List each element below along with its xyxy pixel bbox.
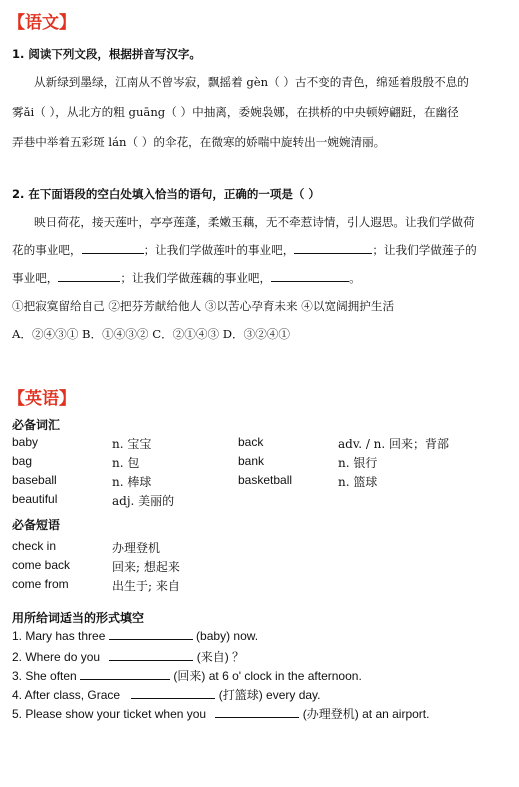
phrase-meaning: 出生于; 来自 (112, 579, 180, 593)
phrase: come back (12, 558, 71, 572)
fill-item-suffix: (来自) ？ (193, 650, 245, 664)
q1-line-2: 雾ǎi（ ），从北方的粗 guāng（ ）中抽离，委婉袅娜，在拱桥的中央顿婷翩跹，在幽径 (12, 105, 459, 119)
fill-blank-5[interactable] (215, 717, 299, 718)
q2-line-3-part-c: 。 (349, 271, 361, 285)
fill-item-prefix: 5. Please show your ticket when you (12, 707, 210, 721)
fill-blank-3[interactable] (80, 679, 170, 680)
q2-blank-1[interactable] (82, 253, 144, 254)
vocab-word: bag (12, 454, 33, 468)
english-heading: 【英语】 (8, 389, 76, 409)
q1-line-1: 从新绿到墨绿，江南从不曾岑寂，飘摇着 gèn（ ）古不变的青色，绵延着殷殷不息的 (34, 75, 469, 89)
question-1-title: 1. 阅读下列文段，根据拼音写汉字。 (12, 47, 201, 61)
fill-blank-1[interactable] (109, 639, 193, 640)
fill-item-suffix: (办理登机) at an airport. (299, 707, 430, 721)
q2-line-3-part-a: 事业吧， (12, 271, 59, 285)
vocab-meaning: adj. 美丽的 (112, 494, 175, 508)
fill-item-4 (12, 686, 321, 703)
q2-choices: A．②④③① B．①④③② C．②①④③ D．③②④① (12, 327, 290, 341)
vocab-meaning: n. 包 (112, 456, 140, 470)
fill-item-prefix: 3. She often (12, 669, 81, 683)
vocab-word: bank (238, 454, 265, 468)
fill-item-2 (12, 648, 244, 665)
fill-blank-4[interactable] (131, 698, 215, 699)
fill-item-suffix: (baby) now. (192, 629, 259, 643)
vocab-meaning: n. 银行 (338, 456, 378, 470)
vocab-meaning: n. 篮球 (338, 475, 378, 489)
q2-line-3 (12, 270, 361, 286)
fill-blank-2[interactable] (109, 660, 193, 661)
fill-item-prefix: 1. Mary has three (12, 629, 109, 643)
fill-item-5 (12, 705, 429, 722)
phrase-meaning: 回来; 想起来 (112, 560, 180, 574)
fill-item-1 (12, 629, 258, 643)
vocab-meaning: adv. / n. 回来；背部 (338, 437, 450, 451)
q2-line-2 (12, 242, 477, 258)
fill-item-suffix: (打篮球) every day. (215, 688, 321, 702)
q2-line-2-part-c: ；让我们学做莲子的 (372, 243, 477, 257)
fill-item-suffix: (回来) at 6 o' clock in the afternoon. (170, 669, 362, 683)
fill-item-prefix: 4. After class, Grace (12, 688, 124, 702)
fill-title: 用所给词适当的形式填空 (12, 611, 145, 625)
q2-blank-2[interactable] (294, 253, 372, 254)
vocab-word: basketball (238, 473, 293, 487)
chinese-heading: 【语文】 (8, 13, 76, 33)
question-2-title: 2. 在下面语段的空白处填入恰当的语句，正确的一项是（ ） (12, 187, 320, 201)
vocab-word: baby (12, 435, 39, 449)
fill-item-prefix: 2. Where do you (12, 650, 104, 664)
q2-line-3-part-b: ；让我们学做莲藕的事业吧， (120, 271, 272, 285)
vocab-word: beautiful (12, 492, 58, 506)
phrase-title: 必备短语 (12, 518, 61, 532)
phrase: come from (12, 577, 69, 591)
q2-line-1: 映日荷花，接天莲叶，亭亭莲蓬，柔嫩玉藕，无不牵惹诗情，引人遐思。让我们学做荷 (34, 215, 475, 229)
q2-blank-4[interactable] (271, 281, 349, 282)
q2-line-2-part-b: ；让我们学做莲叶的事业吧， (143, 243, 295, 257)
q1-line-3: 弄巷中举着五彩斑 lán（ ）的伞花，在微寒的娇喘中旋转出一婉婉清丽。 (12, 135, 386, 149)
q2-blank-3[interactable] (58, 281, 120, 282)
vocab-meaning: n. 棒球 (112, 475, 152, 489)
q2-line-2-part-a: 花的事业吧， (12, 243, 82, 257)
phrase: check in (12, 539, 57, 553)
q2-options: ①把寂寞留给自己 ②把芬芳献给他人 ③以苦心孕育未来 ④以宽阔拥护生活 (12, 299, 395, 313)
phrase-meaning: 办理登机 (112, 541, 161, 555)
fill-item-3 (12, 667, 362, 684)
vocab-word: baseball (12, 473, 57, 487)
vocab-word: back (238, 435, 264, 449)
vocab-title: 必备词汇 (12, 418, 61, 432)
vocab-meaning: n. 宝宝 (112, 437, 152, 451)
